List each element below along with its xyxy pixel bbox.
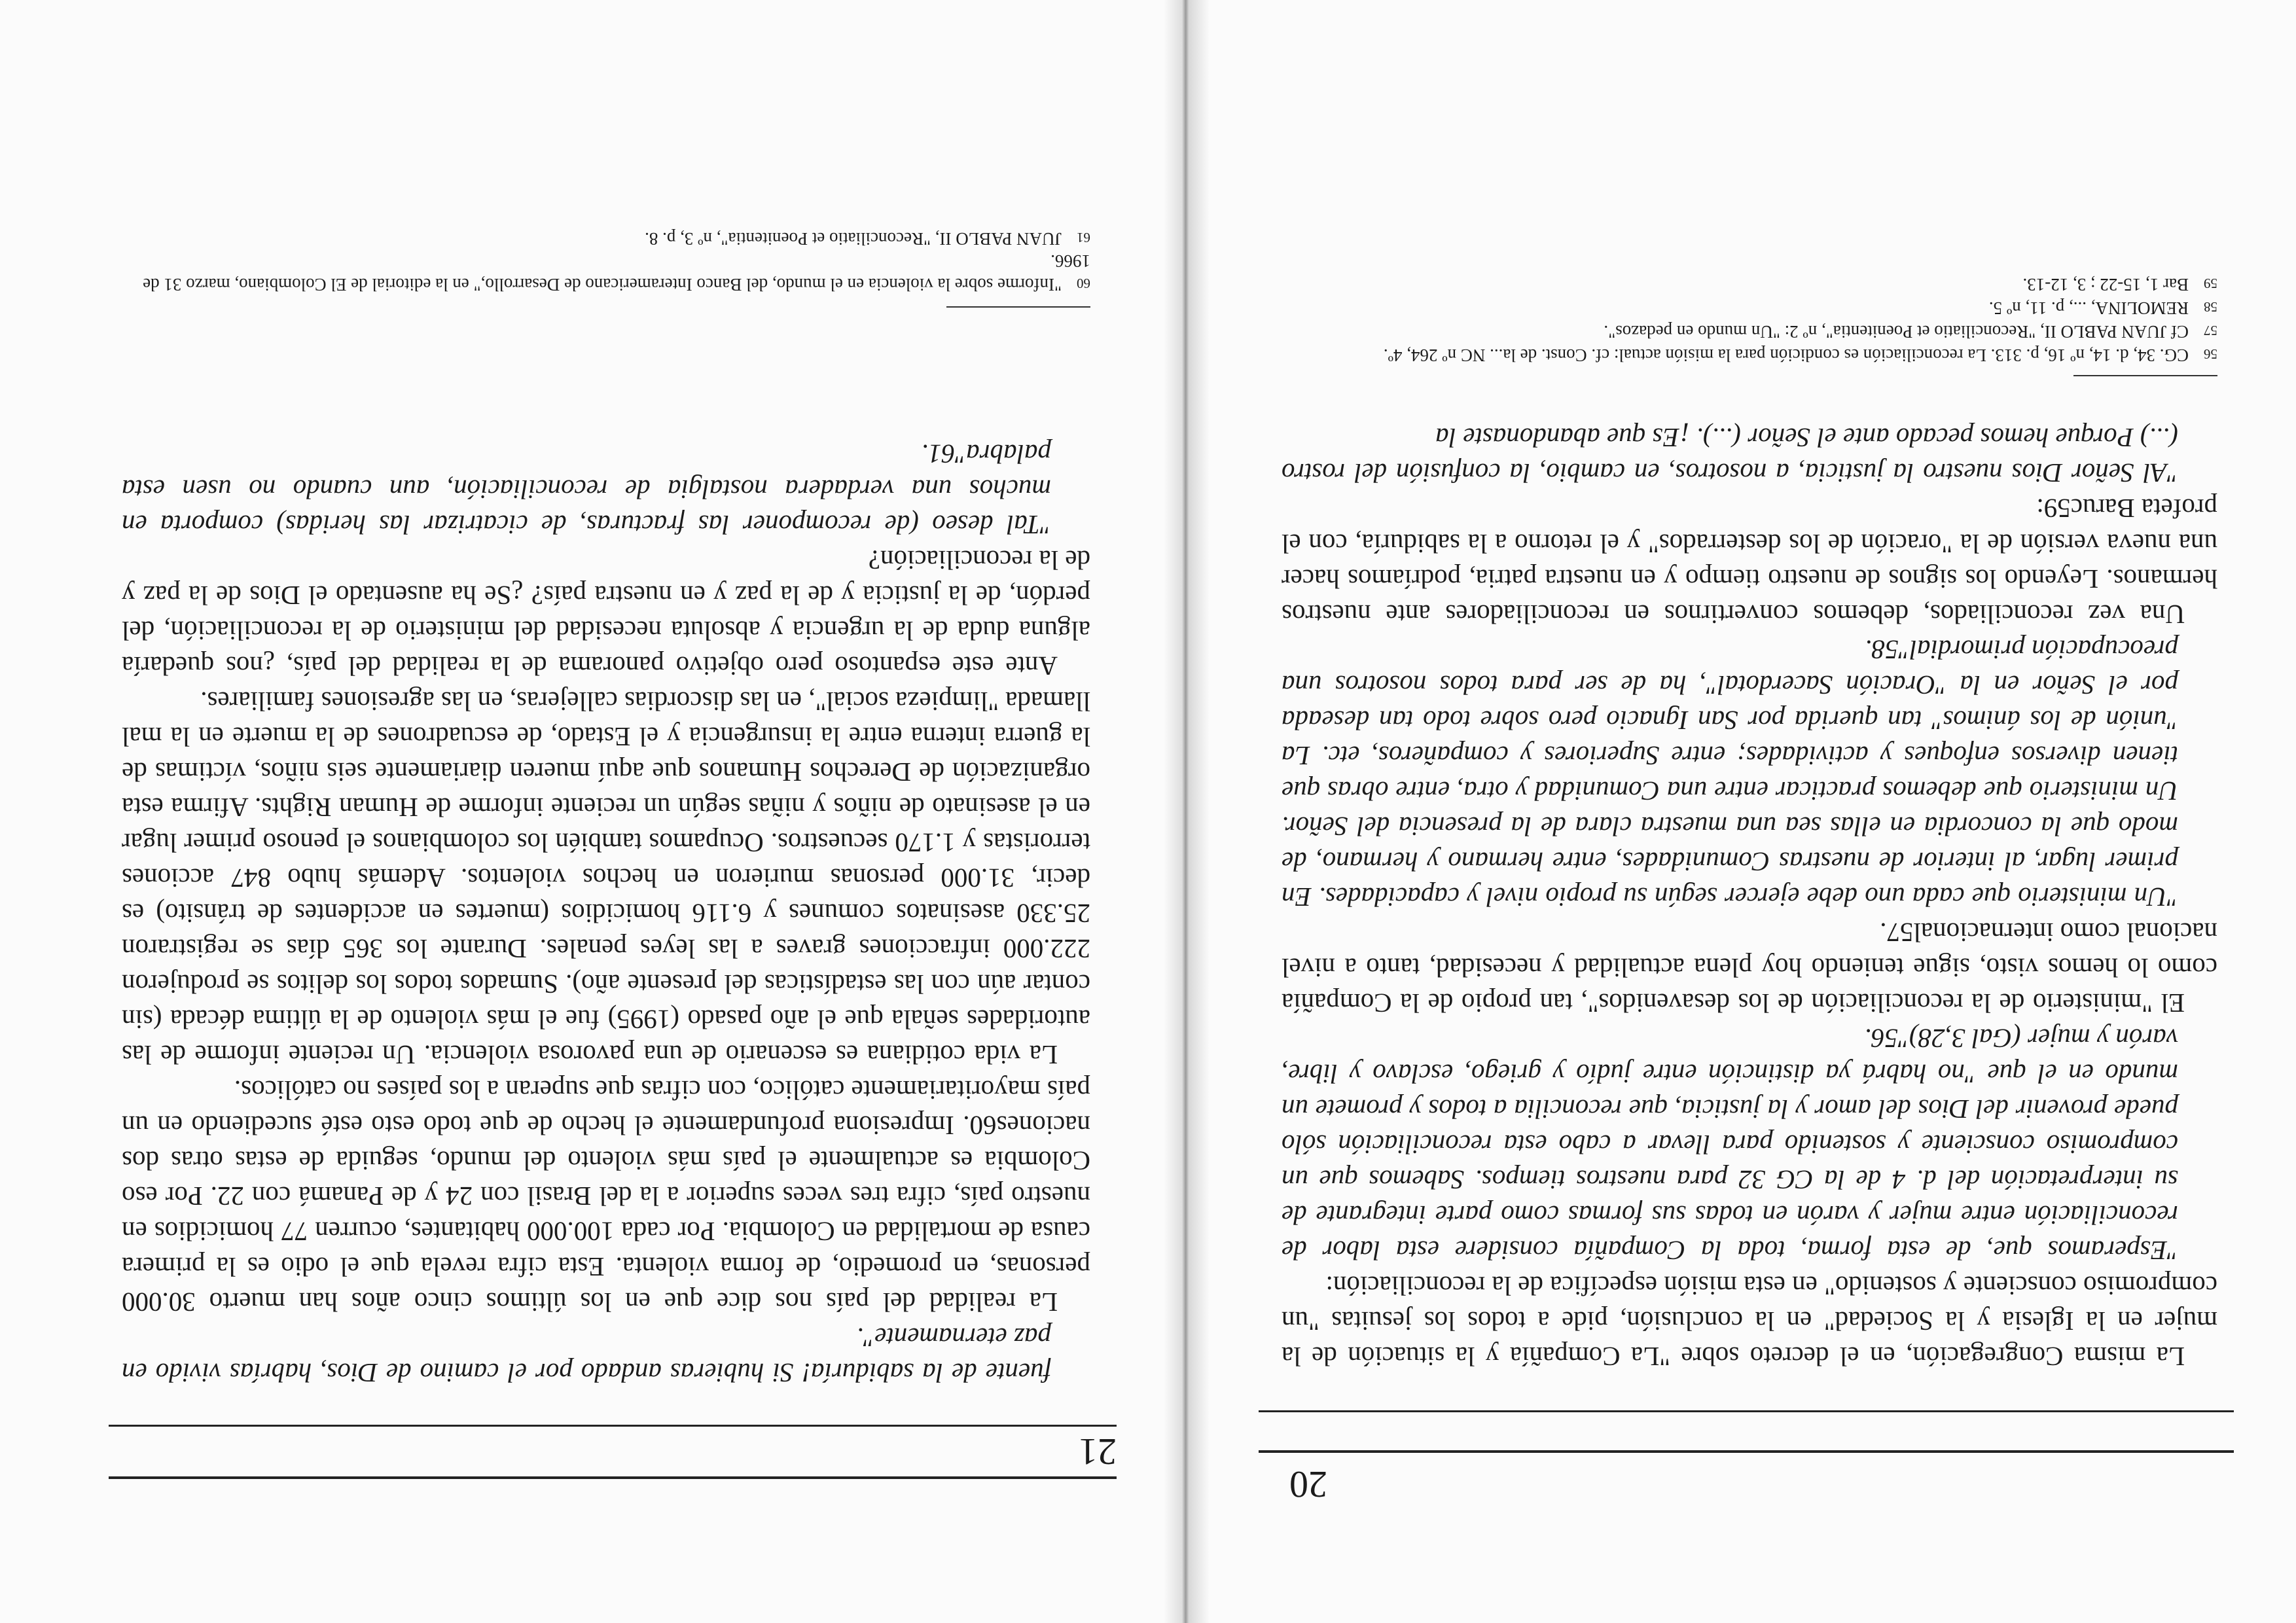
footnote: 59Bar 1, 15-22 ; 3, 12-13. [2022, 275, 2217, 294]
page-21-body [122, 437, 1090, 1391]
binding-gutter [1164, 0, 1210, 1623]
page-number: 21 [1079, 1431, 1117, 1473]
page-number: 20 [1289, 1463, 1327, 1506]
page-20-body [1282, 420, 2217, 1374]
paragraph: La realidad del país nos dice que en los últimos cinco años han muerto 30.000 personas, en promedio, de forma violenta. Esta cifra revela que el odio es la primera causa de mortalidad en Colombia. Por cada 100.000 habitantes, ocurren 77 homicidios en nuestro país, cifra tres veces superior a la del Brasil con 24 y de Panamá con 22. Por eso Colombia es actualmente el país más violento del mundo, seguida de estas otras dos naciones60. Impresiona profundamente el hecho de que todo esto esté sucediendo en un país mayoritariamente católico, con cifras que superan a los países no católicos. [122, 1075, 1090, 1317]
footnote: 56CG. 34, d. 14, nº 16, p. 313. La reconciliación es condición para la misión actual: cf. Const. de la... NC nº 264, 4º. [1383, 346, 2217, 365]
footnote: 58REMOLINA, ..., p. 11, nº 5. [1988, 298, 2217, 318]
block-quote: fuente de la sabiduría! Si hubieras andado por el camino de Dios, habrías vivido en paz eternamente". [122, 1323, 1051, 1388]
header-rule-lower [109, 1425, 1117, 1427]
block-quote: "Un ministerio que cada uno debe ejercer según su propio nivel y capacidades. En primer lugar, al interior de nuestras Comunidades, entre hermano y hermano, de modo que la concordia en ellas sea una muestra clara de la presencia del Señor. Un ministerio que debemos practicar entre una Comunidad y otra, entre obras que tienen diversos enfoques y actividades; entre Superiores y compañeros, etc. La "unión de los ánimos" tan querida por San Ignacio pero sobre todo tan deseada por el Señor en la "Oración Sacerdotal", ha de ser para todos nosotros una preocupación primordial"58. [1282, 635, 2178, 912]
paragraph: El "ministerio de la reconciliación de los desavenidos", tan propio de la Compañía como lo hemos visto, sigue teniendo hoy plena actualidad y necesidad, tanto a nivel nacional como internacional57. [1282, 918, 2217, 1018]
footnote: 57Cf JUAN PABLO II, "Reconciliatio et Poenitentia", nº 2: "Un mundo en pedazos". [1604, 322, 2217, 342]
paragraph: La misma Congregación, en el decreto sobre "La Compañía y la situación de la mujer en la Iglesia y la Sociedad" en la conclusión, pide a todos los jesuitas "un compromiso consciente y sostenido" en esta misión específica de la reconciliación: [1282, 1271, 2217, 1372]
block-quote: "Esperamos que, de esta forma, toda la Compañía considere esta labor de reconciliación entre mujer y varón en todas sus formas como parte integrante de su interpretación del d. 4 de la CG 32 para nuestros tiempos. Sabemos que un compromiso consciente y sostenido para llevar a cabo esta reconciliación sólo puede provenir del Dios del amor y la justicia, que reconcilia a todos y promete un mundo en el que "no habrá ya distinción entre judío y griego, esclavo y libre, varón y mujer (Gal 3,28)"56. [1282, 1024, 2178, 1266]
paragraph: Una vez reconciliados, debemos convertirnos en reconciliadores ante nuestros hermanos. Leyendo los signos de nuestro tiempo y en nuestra patria, podríamos hacer una nueva versión de la "oración de los desterrados" y el retorno a la sabiduría, con el profeta Baruc59: [1282, 493, 2217, 630]
paragraph: Ante este espantoso pero objetivo panorama de la realidad del país, ¿nos quedaría alguna duda de la urgencia y absoluta necesidad del ministerio de la reconciliación, del perdón, de la justicia y de la paz y en nuestra país? ¿Se ha ausentado el Dios de la paz y de la reconciliación? [122, 545, 1090, 681]
footnotes [128, 226, 1090, 296]
header-rule [109, 1476, 1117, 1479]
footnote: 61JUAN PABLO II, "Reconciliatio et Poenitentia", nº 3, p. 8. [645, 229, 1090, 249]
footnotes [1288, 272, 2217, 366]
footnote: 60"Informe sobre la violencia en el mundo, del Banco Interamericano de Desarrollo," en la editorial de El Colombiano, marzo 31 de 1966. [143, 251, 1090, 294]
page-20 [1189, 0, 2296, 1623]
block-quote: "Tal deseo (de recomponer las fracturas, de cicatrizar las heridas) comporta en muchos una verdadera nostalgia de reconciliación, aun cuando no usen esta palabra"61. [122, 439, 1051, 540]
paragraph: La vida cotidiana es escenario de una pavorosa violencia. Un reciente informe de las autoridades señala que el año pasado (1995) fue el más violento de la última década (sin contar aún con las estadísticas del presente año). Sumados todos los delitos se produjeron 222.000 infracciones graves a las leyes penales. Durante los 365 días se registraron 25.330 asesinatos comunes y 6.116 homicidios (muertes en accidentes de tránsito) es decir, 31.000 personas murieron en hechos violentos. Además hubo 847 acciones terroristas y 1.170 secuestros. Ocupamos también los colombianos el penoso primer lugar en el asesinato de niños y niñas según un reciente informe de Human Rights. Afirma esta organización de Derechos Humanos que aquí mueren diariamente seis niños, víctimas de la guerra interna entre la insurgencia y el Estado, de escuadrones de la muerte en la mal llamada "limpieza social", en las discordias callejeras, en las agresiones familiares. [122, 687, 1090, 1070]
header-rule [1259, 1450, 2234, 1453]
footnote-rule [2073, 375, 2217, 376]
block-quote: "Al Señor Dios nuestro la justicia, a nosotros, en cambio, la confusión del rostro (...) Porque hemos pecado ante el Señor (...). ¡Es que abandonaste la [1282, 423, 2178, 488]
footnote-rule [946, 306, 1090, 308]
header-rule-lower [1259, 1410, 2234, 1412]
